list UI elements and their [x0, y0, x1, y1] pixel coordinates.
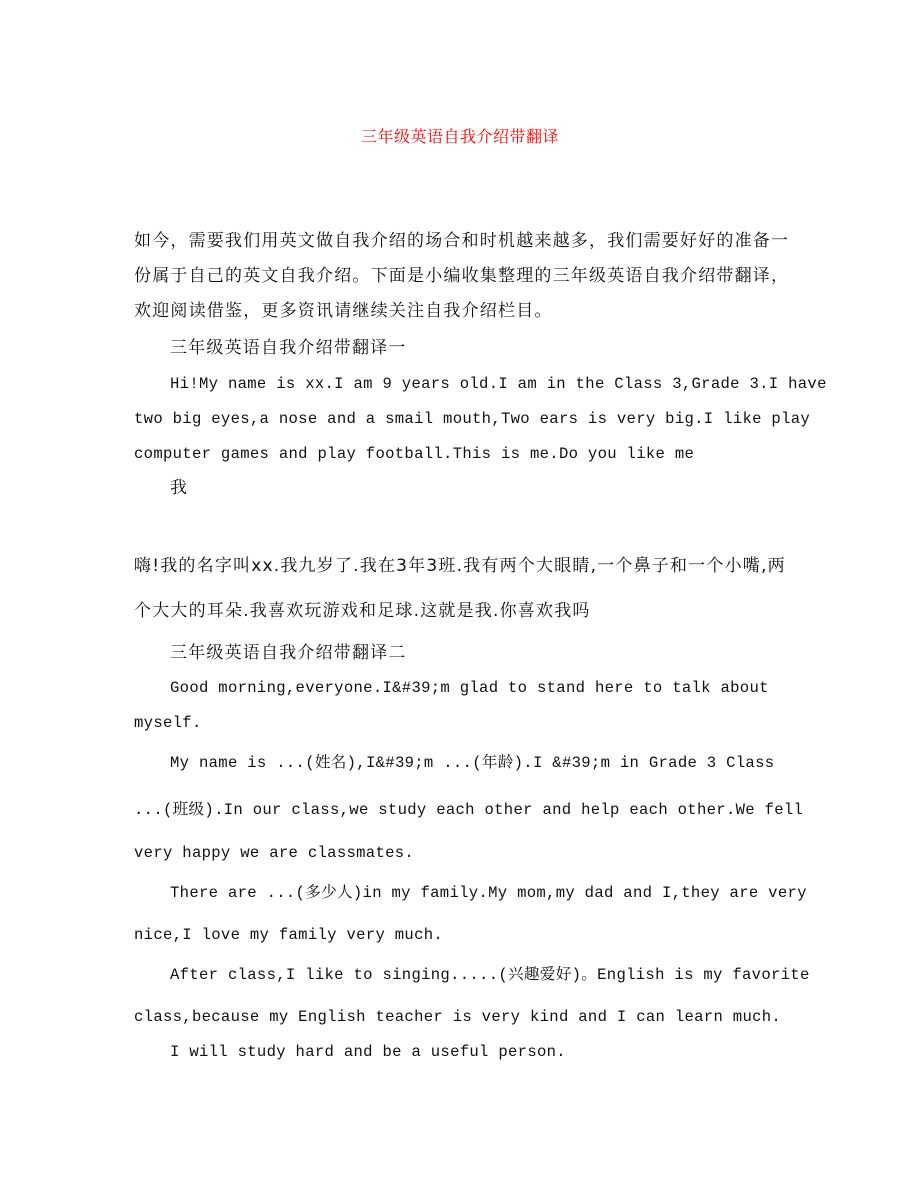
section1-heading: 三年级英语自我介绍带翻译一	[170, 338, 407, 358]
intro-line-2: 份属于自己的英文自我介绍。下面是小编收集整理的三年级英语自我介绍带翻译，	[134, 266, 790, 286]
section1-english-line-3: computer games and play football.This is me.Do you like me	[134, 445, 695, 463]
section2-line-3: My name is ...(姓名),I&#39;m ...(年龄).I &#39;m in Grade 3 Class	[170, 754, 775, 772]
section1-stray-char: 我	[170, 478, 189, 498]
section2-line-4: ...(班级).In our class,we study each other and help each other.We fell	[134, 801, 804, 819]
section2-line-10: I will study hard and be a useful person.	[170, 1043, 566, 1061]
section2-line-6: There are ...(多少人)in my family.My mom,my dad and I,they are very	[170, 884, 807, 902]
section2-line-7: nice,I love my family very much.	[134, 926, 444, 944]
document-title: 三年级英语自我介绍带翻译	[360, 127, 559, 146]
section2-line-5: very happy we are classmates.	[134, 844, 415, 862]
section2-line-9: class,because my English teacher is very kind and I can learn much.	[134, 1008, 782, 1026]
section2-line-2: myself.	[134, 714, 202, 732]
intro-line-3: 欢迎阅读借鉴，更多资讯请继续关注自我介绍栏目。	[134, 301, 553, 321]
section2-line-8: After class,I like to singing.....(兴趣爱好)。English is my favorite	[170, 966, 810, 984]
section1-english-line-1: Hi!My name is xx.I am 9 years old.I am in the Class 3,Grade 3.I have	[170, 375, 827, 393]
section1-chinese-line-1: 嗨!我的名字叫xx.我九岁了.我在3年3班.我有两个大眼睛,一个鼻子和一个小嘴,两	[134, 556, 786, 576]
section2-line-1: Good morning,everyone.I&#39;m glad to stand here to talk about	[170, 679, 769, 697]
section1-chinese-line-2: 个大大的耳朵.我喜欢玩游戏和足球.这就是我.你喜欢我吗	[134, 601, 591, 621]
intro-line-1: 如今，需要我们用英文做自我介绍的场合和时机越来越多，我们需要好好的准备一	[134, 231, 790, 251]
section1-english-line-2: two big eyes,a nose and a smail mouth,Two ears is very big.I like play	[134, 410, 811, 428]
section2-heading: 三年级英语自我介绍带翻译二	[170, 643, 407, 663]
